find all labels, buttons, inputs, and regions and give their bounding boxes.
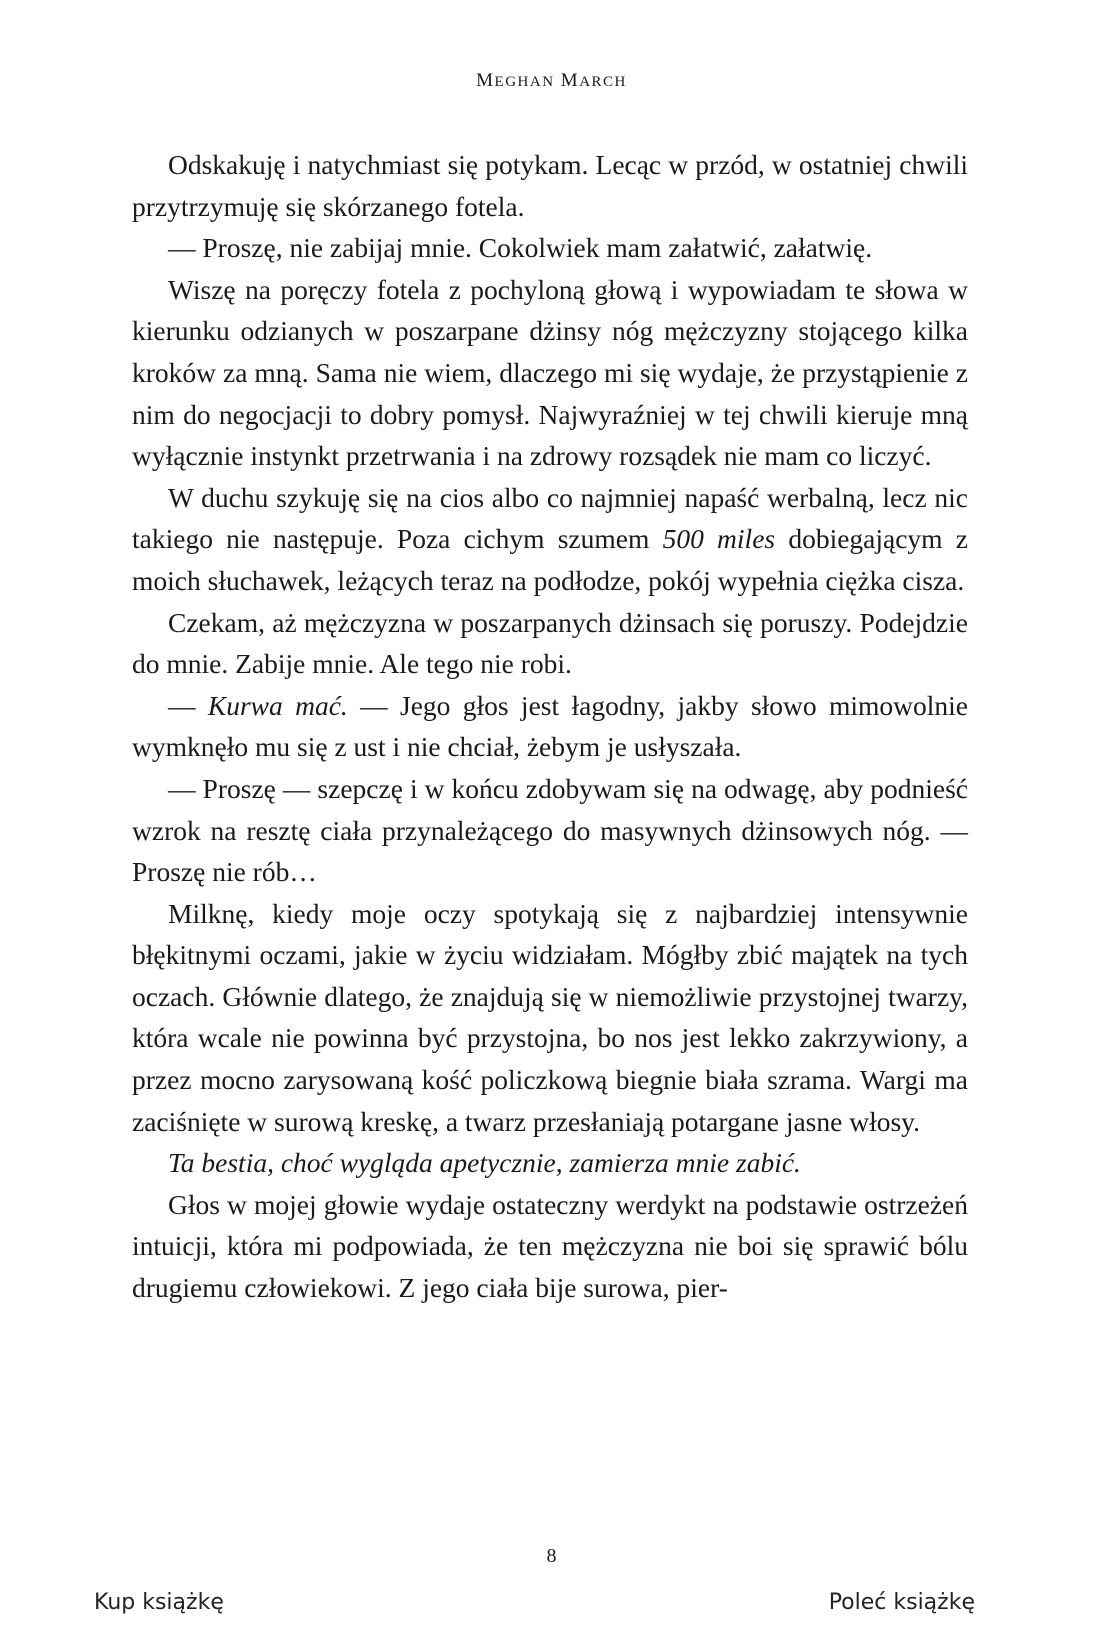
- paragraph: [132, 1184, 968, 1309]
- text-segment: dobiegającym z moich słuchawek, leżących teraz na podłodze, pokój wypełnia ciężka cisza.: [132, 523, 968, 596]
- text-segment: Odskakuję i natychmiast się potykam. Lecąc w przód, w ostatniej chwili przytrzymuję się skórzanego fotela.: [132, 149, 968, 222]
- text-segment: Głos w mojej głowie wydaje ostateczny werdykt na podstawie ostrzeżeń intuicji, która mi podpowiada, że ten mężczyzna nie boi się sprawić bólu drugiemu człowiekowi. Z jego ciała bije surowa, pier-: [132, 1188, 968, 1304]
- text-segment: Milknę, kiedy moje oczy spotykają się z najbardziej intensywnie błękitnymi oczami, jakie w życiu widziałam. Mógłby zbić majątek na tych oczach. Głównie dlatego, że znajdują się w niemożliwie przystojnej twarzy, która wcale nie powinna być przystojna, bo nos jest lekko zakrzywiony, a przez mocno zarysowaną kość policzkową biegnie biała szrama. Wargi ma zaciśnięte w surową kreskę, a twarz przesłaniają potargane jasne włosy.: [132, 897, 968, 1137]
- text-segment: — Proszę — szepczę i w końcu zdobywam się na odwagę, aby podnieść wzrok na resztę ciała przynależącego do masywnych dżinsowych nóg. — Proszę nie rób…: [132, 772, 968, 888]
- paragraph: [132, 768, 968, 893]
- running-head: [0, 70, 1103, 92]
- text-segment: — Proszę, nie zabijaj mnie. Cokolwiek mam załatwić, załatwię.: [168, 232, 873, 264]
- body-text: [132, 144, 968, 1309]
- italic-text: Kurwa mać.: [207, 689, 348, 721]
- text-segment: W duchu szykuję się na cios albo co najmniej napaść werbalną, lecz nic takiego nie następuje. Poza cichym szumem: [132, 481, 968, 555]
- page-number: 8: [546, 1545, 557, 1567]
- text-segment: Czekam, aż mężczyzna w poszarpanych dżinsach się poruszy. Podejdzie do mnie. Zabije mnie. Ale tego nie robi.: [132, 606, 968, 680]
- author-first-rest: EGHAN: [494, 74, 555, 90]
- paragraph: [132, 477, 968, 602]
- paragraph: [132, 685, 968, 768]
- paragraph: [132, 1142, 968, 1184]
- paragraph: [132, 893, 968, 1143]
- text-segment: — Jego głos jest łagodny, jakby słowo mimowolnie wymknęło mu się z ust i nie chciał, żebym je usłyszała.: [132, 689, 969, 763]
- paragraph: [132, 602, 968, 685]
- author-first-initial: M: [476, 70, 495, 91]
- text-segment: —: [168, 689, 208, 721]
- text-segment: Wiszę na poręczy fotela z pochyloną głową i wypowiadam te słowa w kierunku odzianych w poszarpane dżinsy nóg mężczyzny stojącego kilka kroków za mną. Sama nie wiem, dlaczego mi się wydaje, że przystąpienie z nim do negocjacji to dobry pomysł. Najwyraźniej w tej chwili kieruje mną wyłącznie instynkt przetrwania i na zdrowy rozsądek nie mam co liczyć.: [132, 273, 968, 472]
- buy-book-link[interactable]: Kup książkę: [94, 1590, 224, 1615]
- author-last-rest: ARCH: [579, 74, 627, 90]
- italic-text: 500 miles: [662, 523, 776, 555]
- paragraph: [132, 269, 968, 477]
- italic-text: Ta bestia, choć wygląda apetycznie, zamierza mnie zabić.: [168, 1147, 801, 1179]
- paragraph: [132, 144, 968, 227]
- paragraph: [132, 227, 968, 269]
- recommend-book-link[interactable]: Poleć książkę: [828, 1590, 975, 1615]
- author-last-initial: M: [560, 70, 580, 91]
